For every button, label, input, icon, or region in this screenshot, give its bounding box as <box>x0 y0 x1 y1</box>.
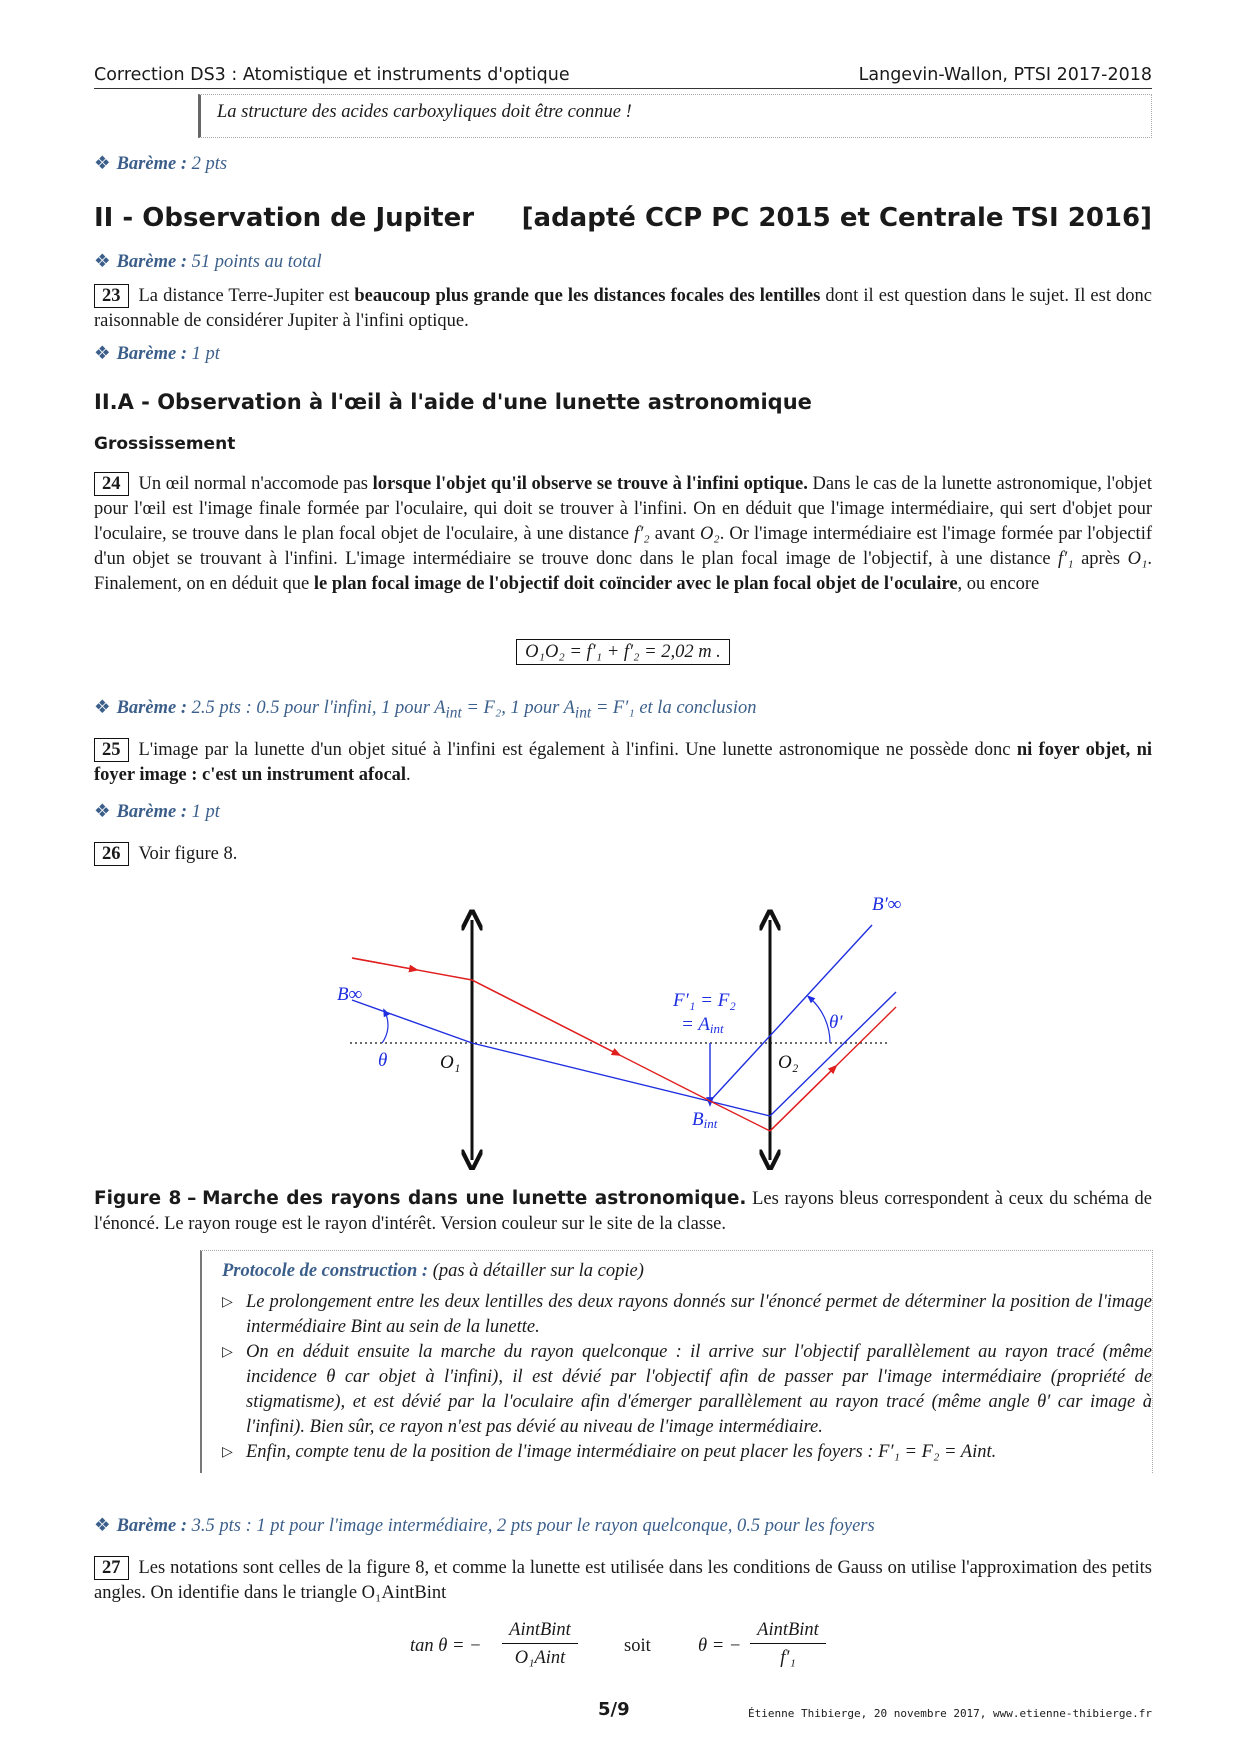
page-header <box>94 60 1152 89</box>
diamond-icon: ❖ <box>94 252 111 272</box>
label-binf: B∞ <box>337 984 363 1005</box>
diamond-icon: ❖ <box>94 344 111 364</box>
bareme-q24: ❖ Barème : 2.5 pts : 0.5 pour l'infini, 1 pour $A_{int} = F_2$, 1 pour $A_{int} = F'_1$ et la conclusion <box>94 698 757 722</box>
label-o2: O₂ <box>778 1052 799 1073</box>
question-24: 24 Un œil normal n'accomode pas lorsque l'objet qu'il observe se trouve à l'infini optique. Dans le cas de la lunette astronomique, l'objet pour l'œil est l'image finale formée par l'oculaire, qui doit se trouver à l'infini. On en déduit que l'image intermédiaire, qui sert d'objet pour l'oculaire, se trouve dans le plan focal objet de l'oculaire, à une distance f′₂ avant O₂. Or l'image intermédiaire est l'image formée par l'objectif d'un objet se trouvant à l'infini. L'image intermédiaire se trouve donc dans le plan focal image de l'objectif, à une distance f′₁ après O₁. Finalement, on en déduit que le plan focal image de l'objectif doit coïncider avec le plan focal objet de l'oculaire, ou encore <box>94 474 1152 594</box>
question-number: 23 <box>94 284 129 308</box>
question-number: 27 <box>94 1556 129 1580</box>
bareme-protocol: ❖ Barème : 3.5 pts : 1 pt pour l'image intermédiaire, 2 pts pour le rayon quelconque, 0.5 pour les foyers <box>94 1516 875 1536</box>
label-theta: θ <box>378 1050 388 1071</box>
label-aint: = Aint <box>681 1014 724 1036</box>
question-25: 25 L'image par la lunette d'un objet situé à l'infini est également à l'infini. Une lunette astronomique ne possède donc ni foyer objet, ni foyer image : c'est un instrument afocal. <box>94 740 1152 785</box>
triangle-bullet-icon: ▷ <box>222 1445 233 1460</box>
diamond-icon: ❖ <box>94 154 111 174</box>
question-23: 23 La distance Terre-Jupiter est beaucoup plus grande que les distances focales des lentilles dont il est question dans le sujet. Il est donc raisonnable de considérer Jupiter à l'infini optique. <box>94 286 1152 331</box>
protocol-title: Protocole de construction : <box>222 1261 429 1281</box>
red-ray-arrow-2 <box>472 980 617 1054</box>
label-thetap: θ′ <box>829 1012 843 1033</box>
label-bpinf: B′∞ <box>872 894 902 915</box>
diamond-icon: ❖ <box>94 1516 111 1536</box>
figure-caption: Figure 8 – Marche des rayons dans une lunette astronomique. Les rayons bleus correspondent à ceux du schéma de l'énoncé. Le rayon rouge est le rayon d'intérêt. Version couleur sur le site de la classe. <box>94 1188 1153 1234</box>
theta-arc <box>382 1012 388 1043</box>
protocol-box: Protocole de construction : (pas à détailler sur la copie) ▷ Le prolongement entre les deux lentilles des deux rayons donnés sur l'énoncé permet de déterminer la position de l'image intermédiaire Bint au sein de la lunette. ▷ On en déduit ensuite la marche du rayon quelconque : il arrive sur l'objectif parallèlement au rayon tracé (même incidence θ car objet à l'infini), il est dévié par l'objectif afin de passer par l'image intermédiaire (propriété de stigmatisme), et est dévié par la l'oculaire afin d'émerger parallèlement au rayon tracé (même angle θ′ car image à l'infini). Bien sûr, ce rayon n'est pas dévié au niveau de l'image intermédiaire. ▷ Enfin, compte tenu de la position de l'image intermédiaire on peut placer les foyers : F′₁ = F₂ = Aint. <box>200 1250 1153 1473</box>
subsection-title: II.A - Observation à l'œil à l'aide d'une lunette astronomique <box>94 390 812 414</box>
red-ray-to-eyepiece <box>710 1101 770 1131</box>
list-item: ▷ Le prolongement entre les deux lentilles des deux rayons donnés sur l'énoncé permet de déterminer la position de l'image intermédiaire Bint au sein de la lunette. <box>222 1292 1152 1337</box>
question-number: 26 <box>94 842 129 866</box>
label-f: F′₁ = F₂ <box>673 990 736 1011</box>
footer-credit: Étienne Thibierge, 20 novembre 2017, www.etienne-thibierge.fr <box>748 1707 1152 1720</box>
list-item: ▷ Enfin, compte tenu de la position de l'image intermédiaire on peut placer les foyers : F′₁ = F₂ = Aint. <box>222 1440 1152 1465</box>
blue-ray-through-o2 <box>710 925 872 1101</box>
label-o1: O₁ <box>440 1052 461 1073</box>
thetap-arc <box>810 998 830 1043</box>
bareme-q25: ❖ Barème : 1 pt <box>94 802 220 822</box>
section-source: [adapté CCP PC 2015 et Centrale TSI 2016] <box>521 203 1152 233</box>
blue-ray-incident <box>352 1000 472 1043</box>
bareme-top: ❖ Barème : 2 pts <box>94 154 228 174</box>
question-number: 24 <box>94 472 129 496</box>
equation-tan-theta: tan θ = − AintBint O₁Aint soit θ = − AintBint f′₁ <box>410 1618 840 1676</box>
question-26: 26 Voir figure 8. <box>94 842 1152 867</box>
question-number: 25 <box>94 738 129 762</box>
subsubsection-title: Grossissement <box>94 434 236 454</box>
diamond-icon: ❖ <box>94 802 111 822</box>
page-number: 5/9 <box>598 1699 630 1720</box>
red-ray-arrow-1 <box>352 958 414 969</box>
top-note <box>198 94 1152 138</box>
equation-o1o2: O₁O₂ = f′₁ + f′₂ = 2,02 m . <box>494 640 752 665</box>
header-left: Correction DS3 : Atomistique et instruments d'optique <box>94 65 570 85</box>
triangle-bullet-icon: ▷ <box>222 1295 233 1310</box>
header-right: Langevin-Wallon, PTSI 2017-2018 <box>858 65 1152 85</box>
bareme-section: ❖ Barème : 51 points au total <box>94 252 322 272</box>
label-bint: Bint <box>692 1109 718 1131</box>
top-note-text: La structure des acides carboxyliques doit être connue ! <box>217 102 632 122</box>
red-ray-arrow-3 <box>770 1068 834 1131</box>
protocol-list <box>222 1290 1152 1465</box>
blue-ray-through-o1 <box>472 1043 770 1116</box>
section-title: II - Observation de Jupiter <box>94 203 475 233</box>
diamond-icon: ❖ <box>94 698 111 718</box>
figure-8-lunette <box>0 880 1240 1170</box>
list-item: ▷ On en déduit ensuite la marche du rayon quelconque : il arrive sur l'objectif parallèlement au rayon tracé (même incidence θ car objet à l'infini), il est dévié par l'objectif afin de passer par l'image intermédiaire (propriété de stigmatisme), et est dévié par la l'oculaire afin d'émerger parallèlement au rayon tracé (même angle θ′ car image à l'infini). Bien sûr, ce rayon n'est pas dévié au niveau de l'image intermédiaire. <box>222 1342 1152 1437</box>
triangle-bullet-icon: ▷ <box>222 1345 233 1360</box>
bareme-q23: ❖ Barème : 1 pt <box>94 344 220 364</box>
question-27: 27 Les notations sont celles de la figure 8, et comme la lunette est utilisée dans les conditions de Gauss on utilise l'approximation des petits angles. On identifie dans le triangle O₁AintBint <box>94 1558 1152 1603</box>
